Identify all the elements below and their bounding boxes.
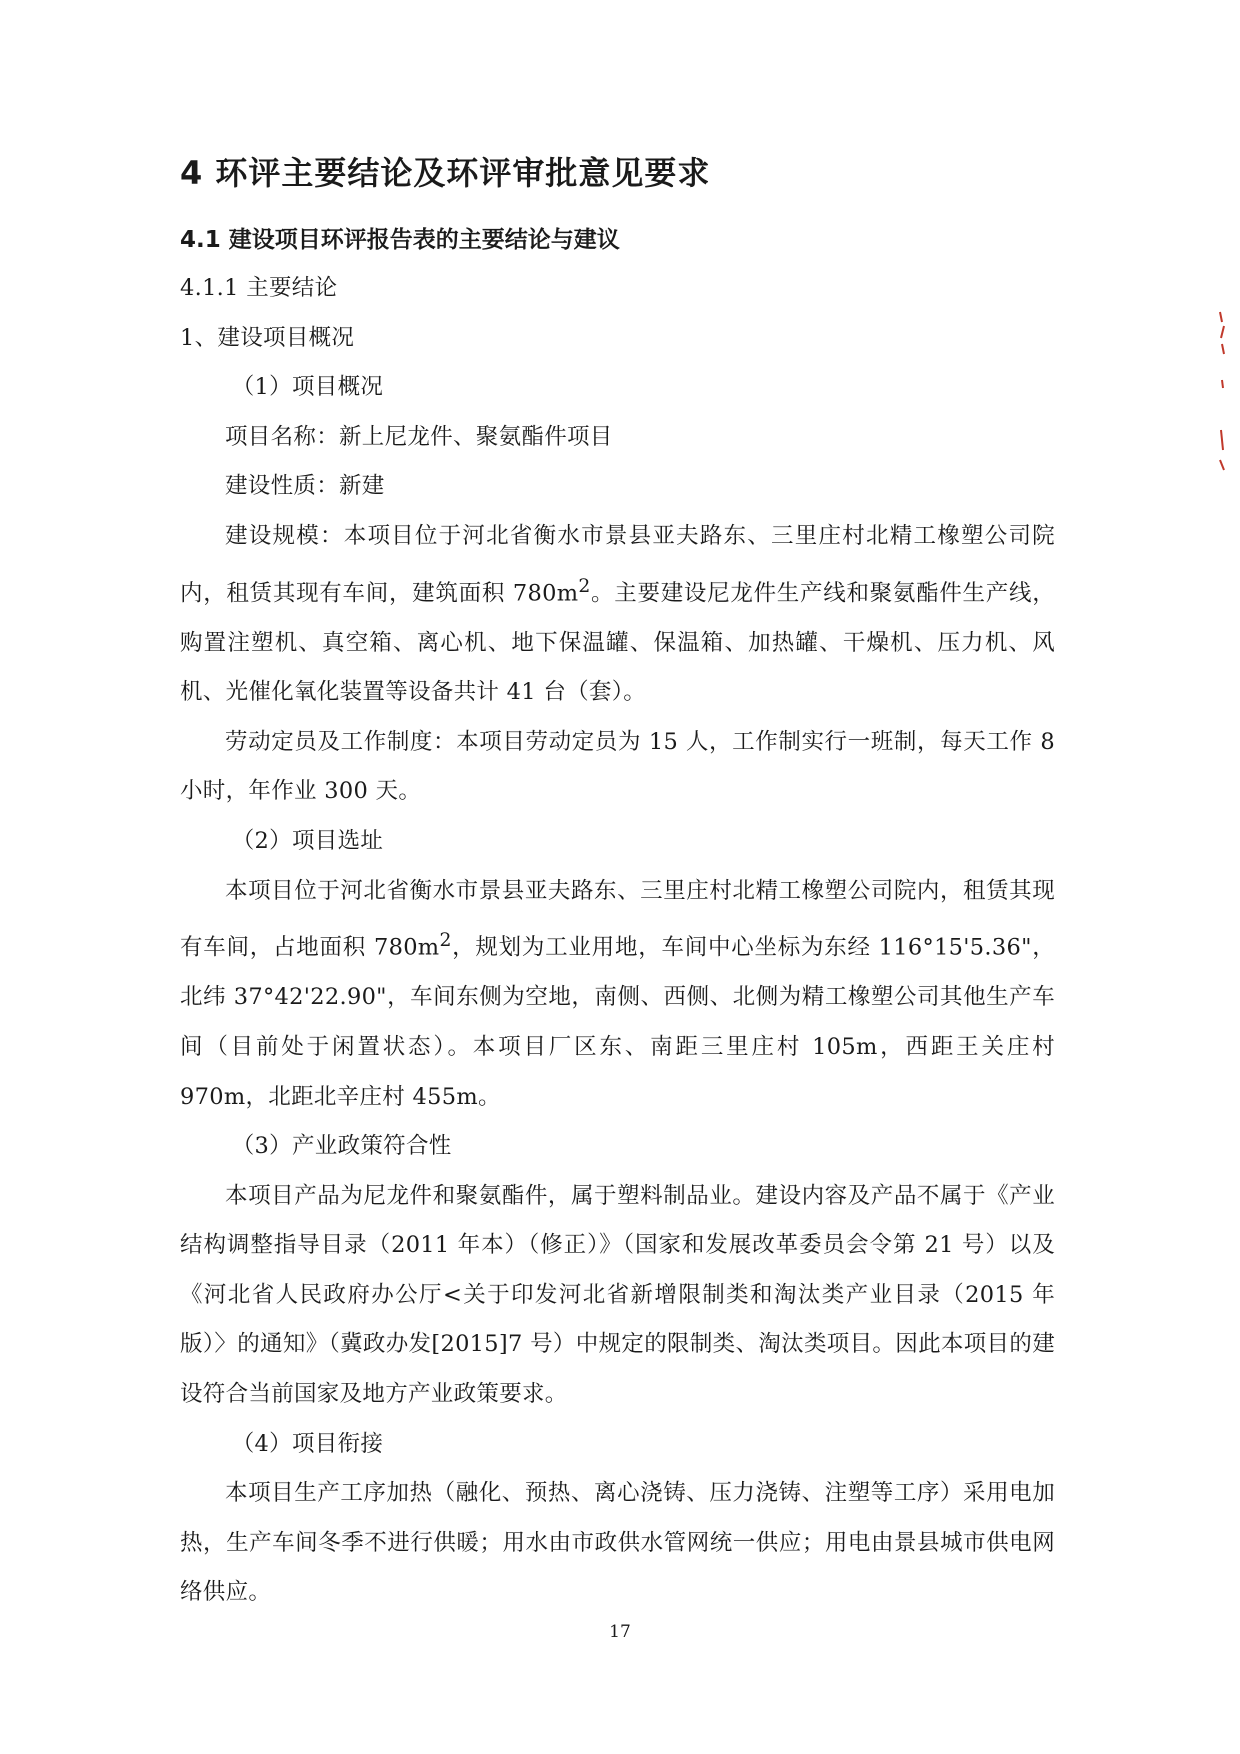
construction-nature: 建设性质：新建 [225, 473, 385, 500]
site-description [180, 867, 1055, 1122]
scale-superscript: 2 [578, 575, 591, 597]
site-text-a: 本项目位于河北省衡水市景县亚夫路东、三里庄村北精工橡塑公司院内，租赁其现有车间，占地面积 780m [180, 877, 1055, 961]
scale-text-b: 。主要建设尼龙件生产线和聚氨酯件生产线，购置注塑机、真空箱、离心机、地下保温罐、保温箱、加热罐、干燥机、压力机、风机、光催化氧化装置等设备共计 41 台（套）。 [180, 580, 1055, 706]
page-number: 17 [609, 1622, 631, 1642]
item-site-selection: （2）项目选址 [231, 828, 384, 855]
site-text-b: ，规划为工业用地，车间中心坐标为东经 116°15'5.36"，北纬 37°42'22.90"，车间东侧为空地，南侧、西侧、北侧为精工橡塑公司其他生产车间（目前处于闲置状态）。本项目厂区东、南距三里庄村 105m，西距王关庄村 970m，北距北辛庄村 455m。 [180, 934, 1055, 1110]
construction-scale [180, 512, 1055, 718]
section-title: 4.1 建设项目环评报告表的主要结论与建议 [180, 227, 620, 253]
subsection-heading: 4.1.1 主要结论 [180, 275, 338, 301]
item-project-summary: （1）项目概况 [231, 374, 384, 401]
scale-text-a: 建设规模：本项目位于河北省衡水市景县亚夫路东、三里庄村北精工橡塑公司院内，租赁其现有车间，建筑面积 780m [180, 522, 1055, 607]
chapter-title: 4 环评主要结论及环评审批意见要求 [180, 154, 711, 192]
site-superscript: 2 [439, 930, 452, 952]
policy-compliance: 本项目产品为尼龙件和聚氨酯件，属于塑料制品业。建设内容及产品不属于《产业结构调整指导目录（2011 年本）（修正）》（国家和发展改革委员会令第 21 号）以及《河北省人民政府办公厅<关于印发河北省新增限制类和淘汰类产业目录（2015 年版）〉的通知》（冀政办发[2015]7 号）中规定的限制类、淘汰类项目。因此本项目的建设符合当前国家及地方产业政策要求。 [180, 1182, 1055, 1408]
heading-project-overview: 1、建设项目概况 [180, 324, 355, 351]
item-industrial-policy: （3）产业政策符合性 [231, 1133, 452, 1160]
project-name: 项目名称：新上尼龙件、聚氨酯件项目 [225, 423, 613, 450]
item-project-connection: （4）项目衔接 [231, 1430, 384, 1457]
staffing: 劳动定员及工作制度：本项目劳动定员为 15 人，工作制实行一班制，每天工作 8 小时，年作业 300 天。 [180, 728, 1055, 805]
project-connection: 本项目生产工序加热（融化、预热、离心浇铸、压力浇铸、注塑等工序）采用电加热，生产车间冬季不进行供暖；用水由市政供水管网统一供应；用电由景县城市供电网络供应。 [180, 1480, 1055, 1606]
margin-stamp-marks [1216, 310, 1236, 490]
body-text [180, 264, 1055, 1618]
